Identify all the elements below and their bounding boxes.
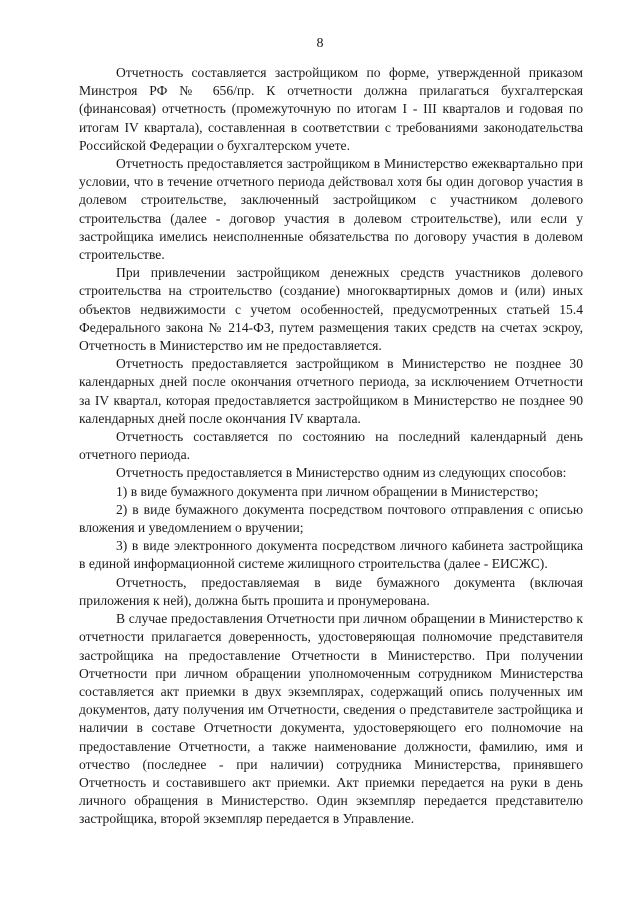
paragraph-deadlines: Отчетность предоставляется застройщиком в Министерство не позднее 30 календарных дней после окончания отчетного периода, за исключением Отчетности за IV квартал, которая предоставляется застройщиком в Министерство не позднее 90 календарных дней после окончания IV квартала.: [79, 356, 583, 426]
document-body: [79, 64, 583, 829]
list-item-paper-in-person: 1) в виде бумажного документа при личном обращении в Министерство;: [116, 483, 539, 499]
paragraph-binding-requirement: Отчетность, предоставляемая в виде бумажного документа (включая приложения к ней), должна быть прошита и пронумерована.: [79, 574, 583, 608]
paragraph-quarterly-submission: Отчетность предоставляется застройщиком в Министерство ежеквартально при условии, что в течение отчетного периода действовал хотя бы один договор участия в долевом строительстве, заключенный застройщиком с участником долевого строительства (далее - договор участия в долевом строительстве), или если у застройщика имелись неисполненные обязательства по договору участия в долевом строительстве.: [79, 156, 583, 263]
list-item-electronic: 3) в виде электронного документа посредством личного кабинета застройщика в единой информационной системе жилищного строительства (далее - ЕИСЖС).: [79, 538, 583, 572]
paragraph-reporting-form: Отчетность составляется застройщиком по форме, утвержденной приказом Минстроя РФ № 656/пр. К отчетности должна прилагаться бухгалтерская (финансовая) отчетность (промежуточную по итогам I - III кварталов и годовая по итогам IV квартала), составленная в соответствии с требованиями законодательства Российской Федерации о бухгалтерском учете.: [79, 65, 583, 153]
paragraph-in-person-procedure: В случае предоставления Отчетности при личном обращении в Министерство к отчетности прилагается доверенность, удостоверяющая полномочие представителя застройщика на предоставление Отчетности в Министерство. При получении Отчетности при личном обращении уполномоченным сотрудником Министерства составляется акт приемки в двух экземплярах, содержащий опись полученных им документов, дату получения им Отчетности, сведения о представителе застройщика и наличии в составе Отчетности документа, удостоверяющего его полномочие на предоставление Отчетности, а также наименование должности, фамилию, имя и отчество (последнее - при наличии) сотрудника Министерства, принявшего Отчетность и составившего акт приемки. Акт приемки передается на руки в день личного обращения в Министерство. Один экземпляр передается представителю застройщика, второй экземпляр передается в Управление.: [79, 611, 583, 827]
paragraph-reporting-date: Отчетность составляется по состоянию на последний календарный день отчетного периода.: [79, 429, 583, 463]
paragraph-submission-methods: Отчетность предоставляется в Министерство одним из следующих способов:: [116, 465, 567, 481]
paragraph-escrow-exception: При привлечении застройщиком денежных средств участников долевого строительства на строительство (создание) многоквартирных домов и (или) иных объектов недвижимости с учетом особенностей, предусмотренных статьей 15.4 Федерального закона № 214-ФЗ, путем размещения таких средств на счетах эскроу, Отчетность в Министерство им не предоставляется.: [79, 265, 583, 354]
page-number: 8: [316, 36, 324, 51]
list-item-paper-by-mail: 2) в виде бумажного документа посредством почтового отправления с описью вложения и уведомлением о вручении;: [79, 501, 583, 536]
